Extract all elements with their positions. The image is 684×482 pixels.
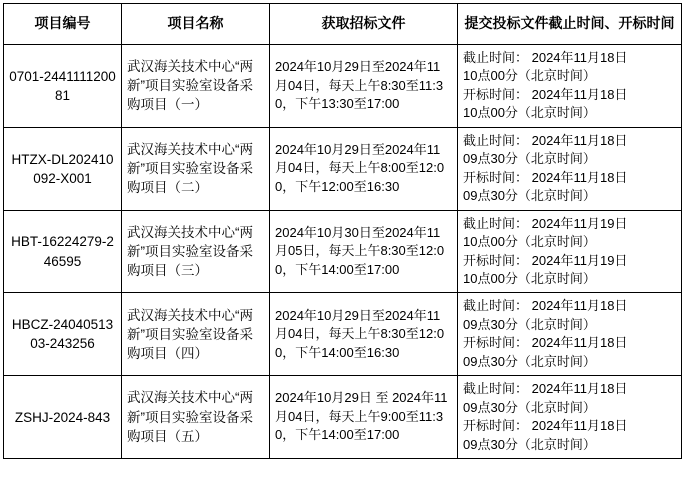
table-header-row xyxy=(4,4,682,45)
column-header-project-name: 项目名称 xyxy=(122,4,270,45)
cell-document-access: 2024年10月29日至2024年11月04日，每天上午8:00至12:00，下午12:00至16:30 xyxy=(270,127,458,210)
deadline-line: 10点00分（北京时间） xyxy=(463,105,596,121)
table-body xyxy=(4,45,682,459)
deadline-line: 09点30分（北京时间） xyxy=(463,436,596,452)
cell-project-name: 武汉海关技术中心“两新”项目实验室设备采购项目（三） xyxy=(122,210,270,293)
cell-document-access: 2024年10月29日至2024年11月04日，每天上午8:30至11:30，下午13:30至17:00 xyxy=(270,45,458,128)
cell-document-access: 2024年10月30日至2024年11月05日，每天上午8:30至12:00，下午14:00至17:00 xyxy=(270,210,458,293)
deadline-line: 截止时间： 2024年11月18日 xyxy=(463,381,628,397)
deadline-line: 截止时间： 2024年11月18日 xyxy=(463,298,628,314)
table-row xyxy=(4,210,682,293)
column-header-submission-deadline: 提交投标文件截止时间、开标时间 xyxy=(458,4,682,45)
column-header-document-access: 获取招标文件 xyxy=(270,4,458,45)
deadline-line: 09点30分（北京时间） xyxy=(463,151,596,167)
table-header xyxy=(4,4,682,45)
bid-announcement-table xyxy=(3,3,682,459)
deadline-line: 开标时间： 2024年11月18日 xyxy=(463,86,628,102)
cell-submission-deadline xyxy=(458,293,682,376)
deadline-line: 截止时间： 2024年11月18日 xyxy=(463,132,628,148)
table-row xyxy=(4,376,682,459)
cell-project-name: 武汉海关技术中心“两新”项目实验室设备采购项目（四） xyxy=(122,293,270,376)
cell-document-access: 2024年10月29日 至 2024年11月04日，每天上午9:00至11:30，下午14:00至17:00 xyxy=(270,376,458,459)
deadline-line: 开标时间： 2024年11月19日 xyxy=(463,252,628,268)
deadline-line: 截止时间： 2024年11月18日 xyxy=(463,50,628,65)
cell-project-code: HTZX-DL202410092-X001 xyxy=(4,127,122,210)
column-header-project-code: 项目编号 xyxy=(4,4,122,45)
cell-project-code: HBCZ-2404051303-243256 xyxy=(4,293,122,376)
cell-submission-deadline xyxy=(458,127,682,210)
cell-project-code: HBT-16224279-246595 xyxy=(4,210,122,293)
cell-document-access: 2024年10月29日至2024年11月04日，每天上午8:30至12:00，下午14:00至16:30 xyxy=(270,293,458,376)
cell-submission-deadline xyxy=(458,376,682,459)
deadline-line: 09点30分（北京时间） xyxy=(463,353,596,369)
deadline-line: 09点30分（北京时间） xyxy=(463,316,596,332)
cell-project-code: ZSHJ-2024-843 xyxy=(4,376,122,459)
table-row xyxy=(4,293,682,376)
deadline-line: 开标时间： 2024年11月18日 xyxy=(463,418,628,434)
deadline-line: 09点30分（北京时间） xyxy=(463,188,596,204)
deadline-line: 10点00分（北京时间） xyxy=(463,68,596,84)
deadline-line: 开标时间： 2024年11月18日 xyxy=(463,335,628,351)
deadline-line: 开标时间： 2024年11月18日 xyxy=(463,169,628,185)
table-row xyxy=(4,45,682,128)
cell-project-code: 0701-244111120081 xyxy=(4,45,122,128)
cell-project-name: 武汉海关技术中心“两新”项目实验室设备采购项目（二） xyxy=(122,127,270,210)
cell-project-name: 武汉海关技术中心“两新”项目实验室设备采购项目（五） xyxy=(122,376,270,459)
deadline-line: 10点00分（北京时间） xyxy=(463,270,596,286)
deadline-line: 09点30分（北京时间） xyxy=(463,399,596,415)
table-row xyxy=(4,127,682,210)
deadline-line: 截止时间： 2024年11月19日 xyxy=(463,215,628,231)
cell-submission-deadline xyxy=(458,45,682,128)
cell-submission-deadline xyxy=(458,210,682,293)
cell-project-name: 武汉海关技术中心“两新”项目实验室设备采购项目（一） xyxy=(122,45,270,128)
deadline-line: 10点00分（北京时间） xyxy=(463,234,596,250)
